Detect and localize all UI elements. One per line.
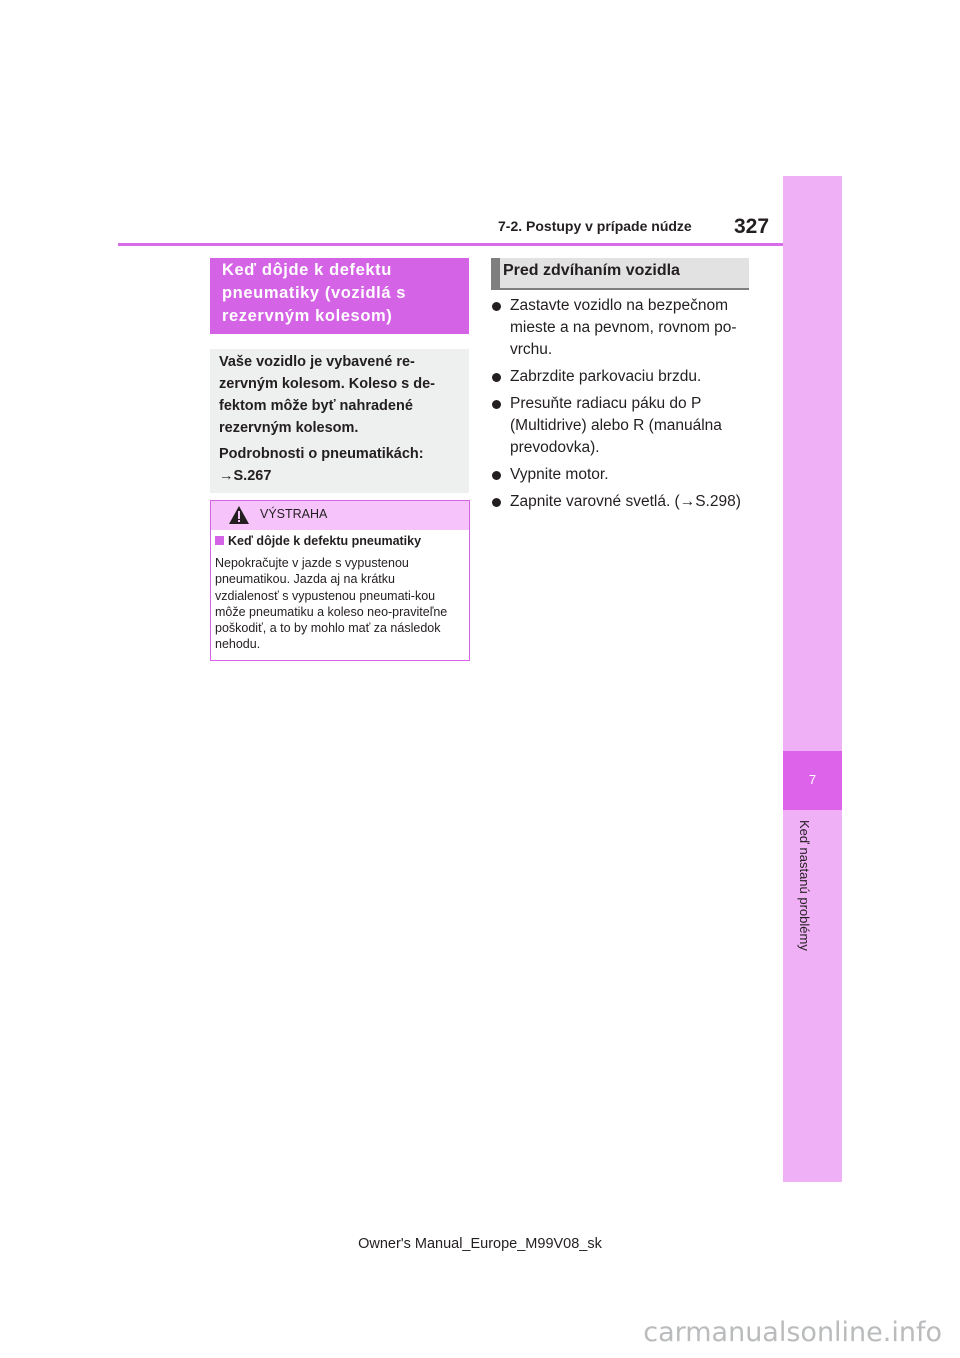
watermark: carmanualsonline.info <box>643 1317 942 1348</box>
step-text: Vypnite motor. <box>510 466 609 483</box>
page-number: 327 <box>734 215 770 238</box>
left-section-heading: Keď dôjde k defektu pneumatiky (vozidlá s rezervným kolesom) <box>222 261 407 325</box>
warning-triangle-icon <box>228 505 250 525</box>
warning-subheading <box>215 534 421 548</box>
footer-text: Owner's Manual_Europe_M99V08_sk <box>358 1236 602 1252</box>
header-rule <box>118 243 783 246</box>
list-item <box>491 464 751 486</box>
bullet-dot-icon <box>492 471 501 480</box>
step-text: Zabrzdite parkovaciu brzdu. <box>510 368 702 385</box>
bullet-dot-icon <box>492 498 501 507</box>
list-item <box>491 491 751 513</box>
chapter-number: 7 <box>808 772 817 787</box>
bullet-dot-icon <box>492 373 501 382</box>
step-text: Zastavte vozidlo na bezpečnom mieste a na pevnom, rovnom po-vrchu. <box>510 297 737 358</box>
bullet-dot-icon <box>492 302 501 311</box>
right-heading-accent <box>491 258 500 290</box>
details-reference: Podrobnosti o pneumatikách: →S.267 <box>219 446 424 484</box>
square-marker-icon <box>215 536 224 545</box>
list-item <box>491 393 751 459</box>
bullet-dot-icon <box>492 400 501 409</box>
list-item <box>491 295 751 361</box>
chapter-label: Keď nastanú problémy <box>797 820 812 951</box>
warning-title: VÝSTRAHA <box>260 507 328 521</box>
list-item <box>491 366 751 388</box>
step-text: Presuňte radiacu páku do P (Multidrive) alebo R (manuálna prevodovka). <box>510 395 722 456</box>
right-section-heading: Pred zdvíhaním vozidla <box>503 262 680 279</box>
warning-subheading-text: Keď dôjde k defektu pneumatiky <box>228 534 422 548</box>
warning-body: Nepokračujte v jazde s vypustenou pneumatikou. Jazda aj na krátku vzdialenosť s vypustenou pneumati-kou môže pneumatiku a koleso neo-praviteľne poškodiť, a to by mohlo mať za následok nehodu. <box>215 556 448 652</box>
intro-paragraph: Vaše vozidlo je vybavené re-zervným kolesom. Koleso s de-fektom môže byť nahradené rezervným kolesom. <box>219 354 435 436</box>
chapter-side-tab <box>783 176 842 1182</box>
section-title: 7-2. Postupy v prípade núdze <box>498 218 692 234</box>
steps-list <box>491 295 751 518</box>
step-text: Zapnite varovné svetlá. (→S.298) <box>510 493 741 510</box>
